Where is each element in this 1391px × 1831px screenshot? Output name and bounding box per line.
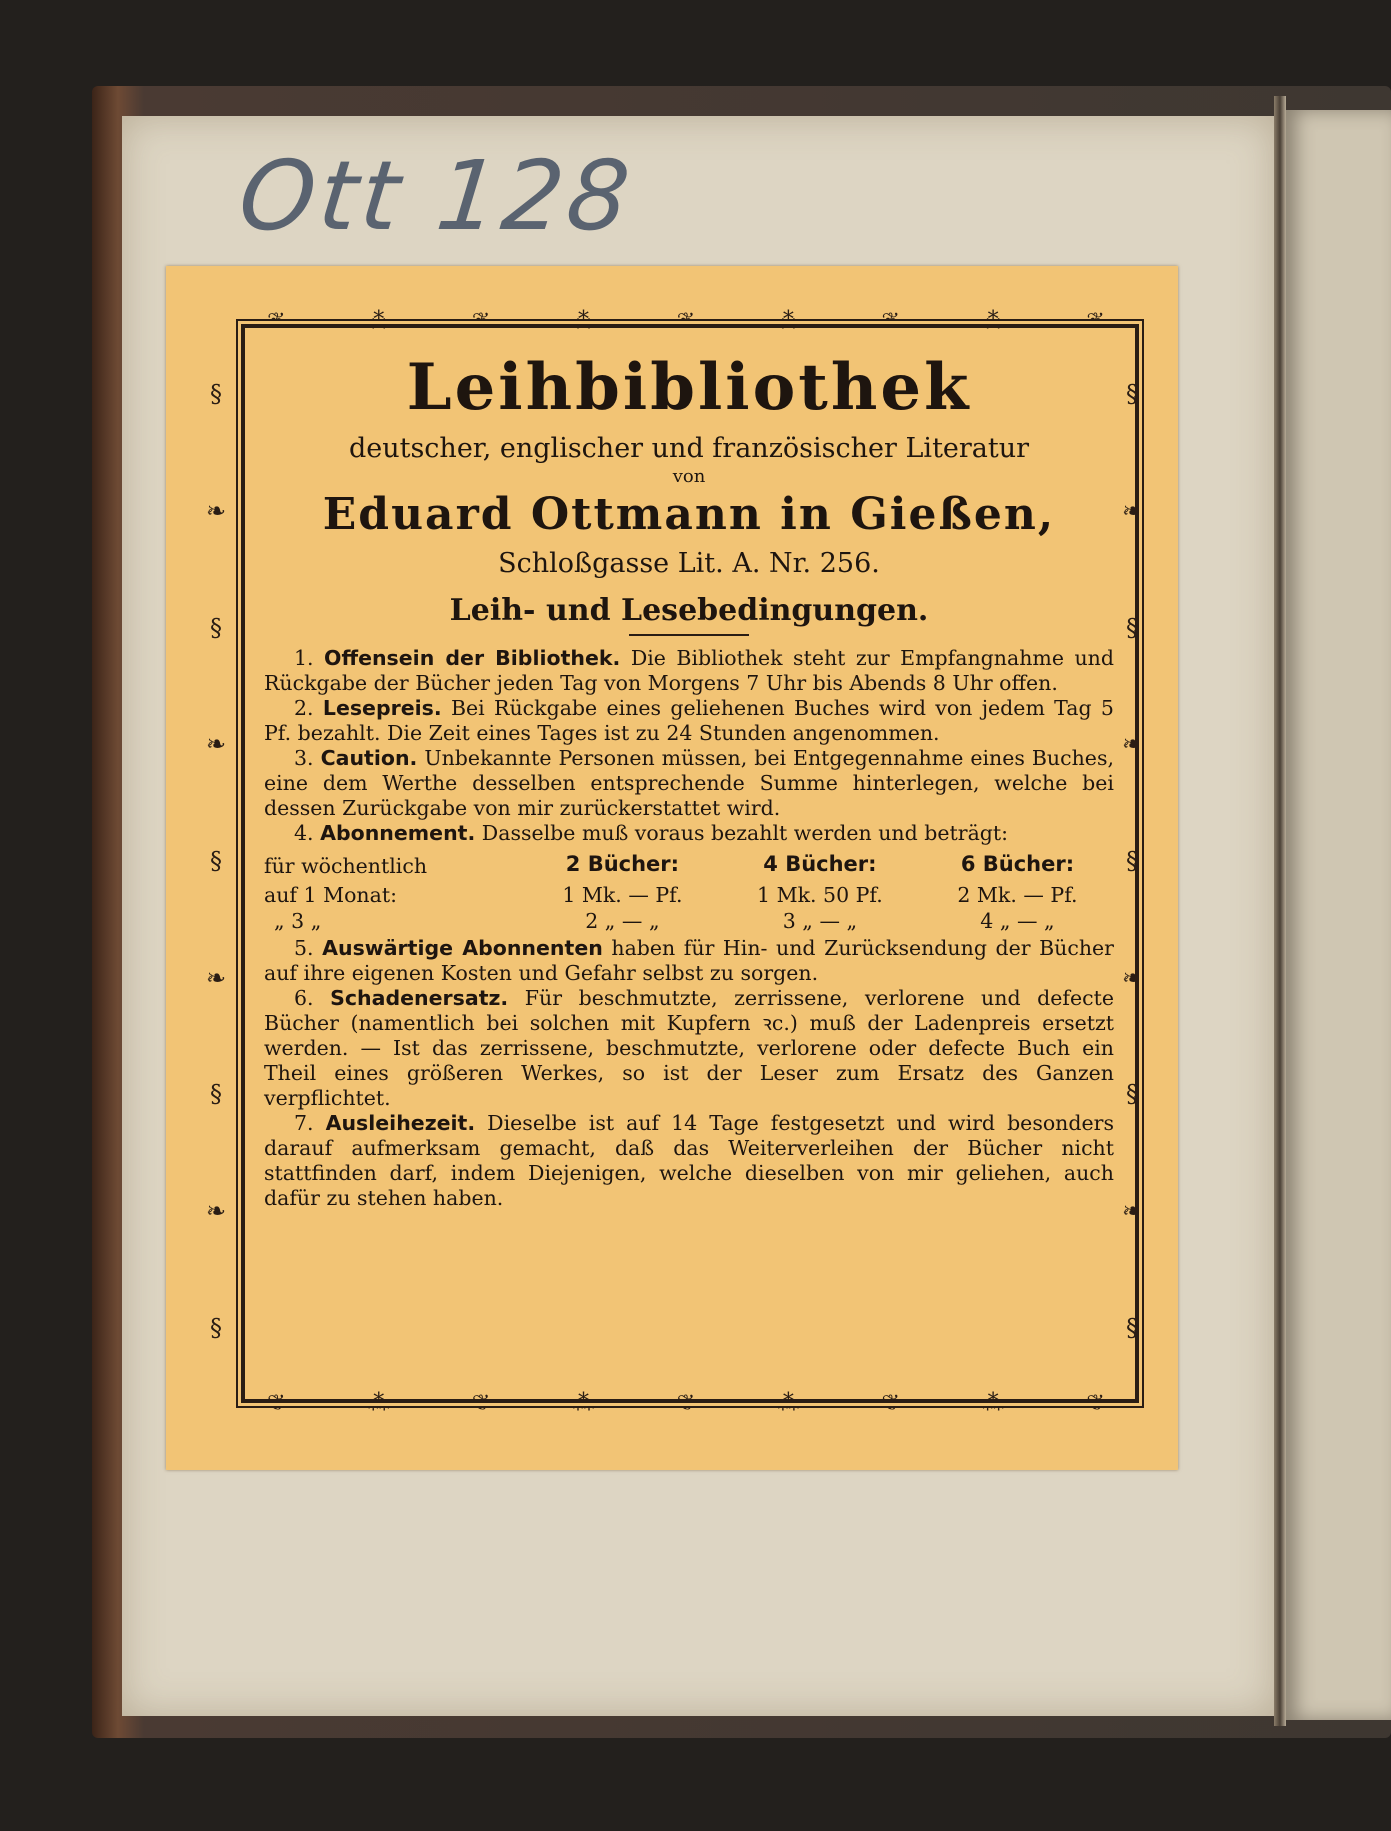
handwritten-call-number: Ott 128 [234,140,639,252]
table-row: „ 3 „ 2 „ — „ 3 „ — „ 4 „ — „ [274,909,1055,933]
price-table [264,850,1114,934]
price-header: 6 Bücher: [960,852,1075,876]
right-ornament-border: § ❧ § ❧ § ❧ § ❧ § [1121,380,1143,1342]
spine-fold [1274,96,1286,1726]
price-row-label: für wöchentlich [264,854,428,878]
rule-paragraph: 5. Auswärtige Abonnenten haben für Hin- und Zurücksendung der Bücher auf ihre eigenen Kosten und Gefahr selbst zu sorgen. [264,936,1114,985]
rule-paragraph: 2. Lesepreis. Bei Rückgabe eines geliehenen Buches wird von jedem Tag 5 Pf. bezahlt. Die Zeit eines Tages ist zu 24 Stunden angenommen. [264,696,1114,745]
rule-paragraph: 3. Caution. Unbekannte Personen müssen, bei Entgegennahme eines Buches, eine dem Werthe desselben entsprechende Summe hinterlegen, welche bei dessen Zurückgabe von mir zurückerstattet wird. [264,746,1114,820]
left-ornament-border: § ❧ § ❧ § ❧ § ❧ § [205,380,227,1342]
label-title: Leihbibliothek [406,350,972,425]
rule-paragraph: 6. Schadenersatz. Für beschmutzte, zerrissene, verlorene und defecte Bücher (namentlich bei solchen mit Kupfern ꝛc.) muß der Ladenpreis ersetzt werden. — Ist das zerrissene, beschmutzte, verlorene oder defecte Buch ein Theil eines größeren Werkes, so ist der Leser zum Ersatz des Ganzen verpflichtet. [264,986,1114,1110]
rule-paragraph: 7. Ausleihezeit. Dieselbe ist auf 14 Tage festgesetzt und wird besonders darauf aufmerksam gemacht, daß das Weiterverleihen der Bücher nicht stattfinden darf, indem Diejenigen, welche dieselben von mir geliehen, auch dafür zu stehen haben. [264,1111,1114,1210]
table-row: auf 1 Monat: 1 Mk. — Pf. 1 Mk. 50 Pf. 2 Mk. — Pf. [264,883,1078,907]
label-von: von [672,466,706,487]
facing-page-edge [1286,110,1391,1720]
rule-paragraph: 4. Abonnement. Dasselbe muß voraus bezahlt werden und beträgt: [294,821,1009,845]
conditions-heading: Leih- und Lesebedingungen. [449,593,929,628]
top-ornament-border: ❦ ⁂ ❦ ⁂ ❦ ⁂ ❦ ⁂ ❦ [267,309,1105,334]
library-label [166,266,1178,1470]
price-header: 4 Bücher: [763,852,877,876]
label-subtitle: deutscher, englischer und französischer Literatur [348,433,1030,464]
label-content [264,350,1114,1211]
bottom-ornament-border: ❦ ⁂ ❦ ⁂ ❦ ⁂ ❦ ⁂ ❦ [267,1391,1105,1416]
owner-address: Schloßgasse Lit. A. Nr. 256. [498,548,880,579]
heading-rule [629,634,749,636]
rule-paragraph: 1. Offensein der Bibliothek. Die Bibliothek steht zur Empfangnahme und Rückgabe der Bücher jeden Tag von Morgens 7 Uhr bis Abends 8 Uhr offen. [264,646,1114,695]
price-header: 2 Bücher: [565,852,680,876]
owner-name: Eduard Ottmann in Gießen, [322,489,1056,540]
